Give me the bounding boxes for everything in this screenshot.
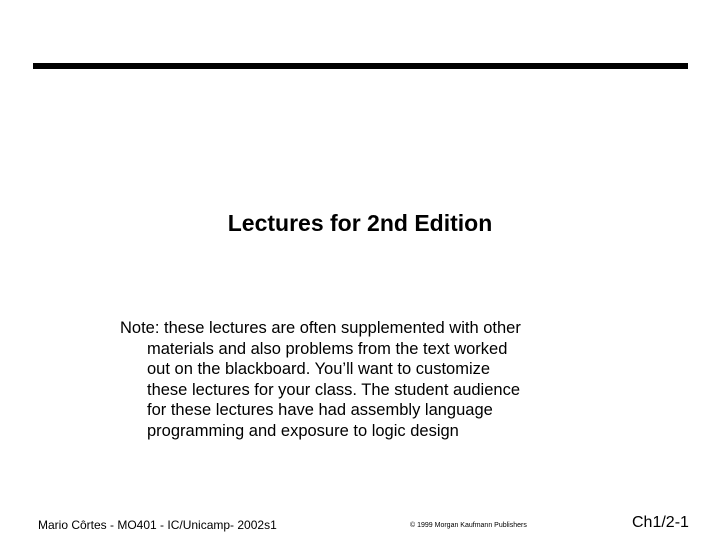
- note-line: out on the blackboard. You’ll want to customize: [147, 360, 491, 378]
- slide-title: Lectures for 2nd Edition: [227, 210, 493, 236]
- note-line: Note: these lectures are often supplemented with other: [120, 319, 521, 337]
- footer-course-info: Mario Côrtes - MO401 - IC/Unicamp- 2002s1: [38, 518, 277, 532]
- note-line: for these lectures have had assembly language: [147, 401, 493, 419]
- footer-slide-number: Ch1/2-1: [632, 514, 689, 531]
- note-paragraph: [120, 318, 620, 441]
- note-line: programming and exposure to logic design: [147, 421, 459, 440]
- note-line: materials and also problems from the text worked: [147, 339, 508, 358]
- top-rule-divider: [33, 63, 688, 69]
- footer-copyright: © 1999 Morgan Kaufmann Publishers: [410, 522, 527, 529]
- note-line: these lectures for your class. The student audience: [147, 380, 520, 399]
